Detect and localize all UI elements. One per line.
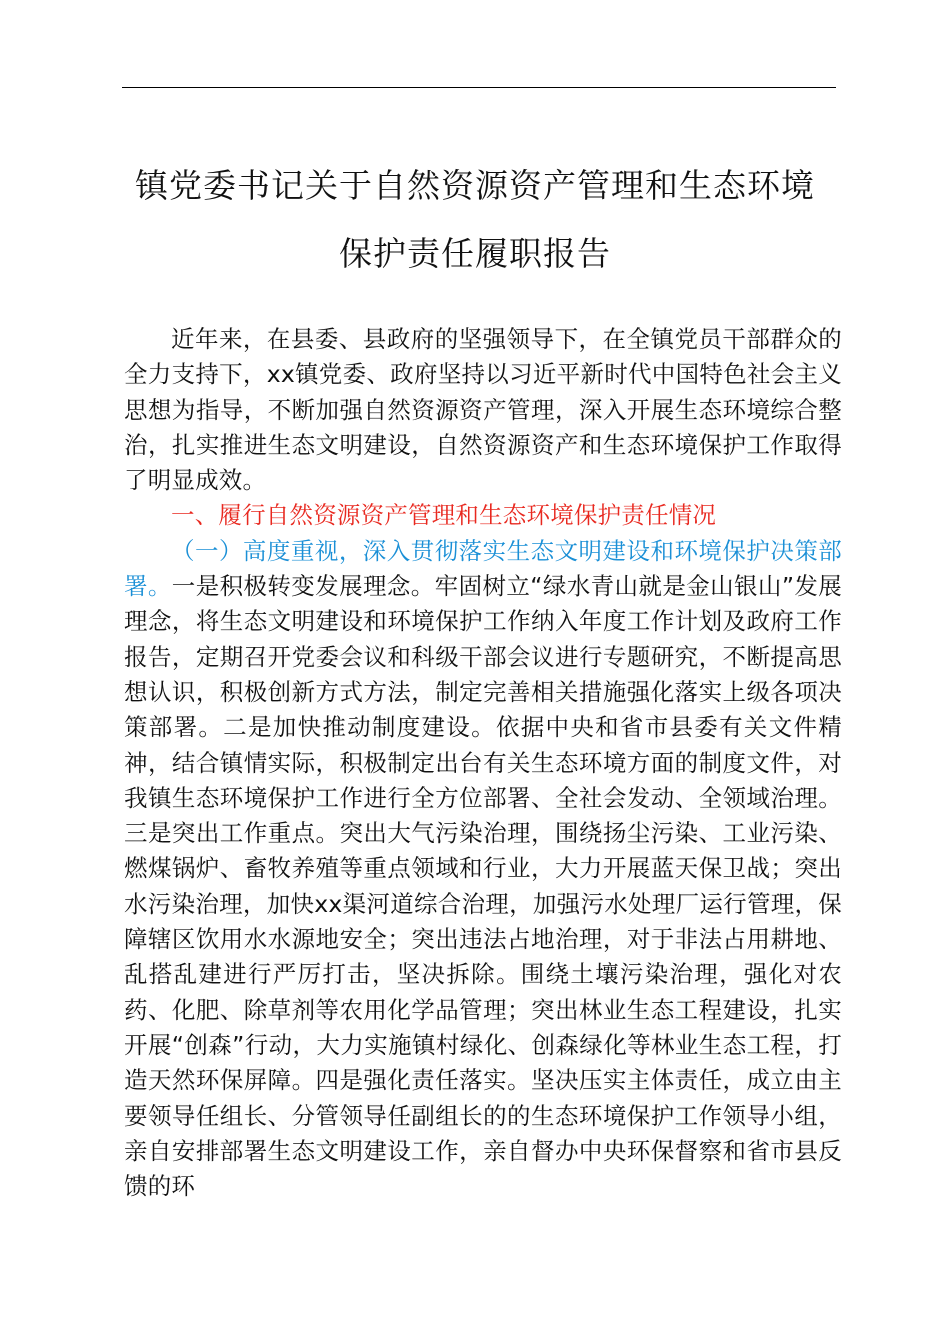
intro-paragraph: 近年来，在县委、县政府的坚强领导下，在全镇党员干部群众的全力支持下，xx镇党委、政府坚持以习近平新时代中国特色社会主义思想为指导，不断加强自然资源资产管理，深入开展生态环境综合整治，扎实推进生态文明建设，自然资源资产和生态环境保护工作取得了明显成效。: [124, 325, 842, 495]
subsection-1-paragraph: [124, 534, 842, 1205]
header-rule: [122, 87, 836, 88]
document-title-line-1: 镇党委书记关于自然资源资产管理和生态环境: [135, 166, 815, 205]
section-1-heading: 一、履行自然资源资产管理和生态环境保护责任情况: [171, 501, 717, 530]
document-title-line-2: 保护责任履职报告: [339, 234, 611, 273]
document-body: [124, 322, 842, 1204]
subsection-1-body: 一是积极转变发展理念。牢固树立“绿水青山就是金山银山”发展理念，将生态文明建设和环境保护工作纳入年度工作计划及政府工作报告，定期召开党委会议和科级干部会议进行专题研究，不断提高思想认识，积极创新方式方法，制定完善相关措施强化落实上级各项决策部署。二是加快推动制度建设。依据中央和省市县委有关文件精神，结合镇情实际，积极制定出台有关生态环境方面的制度文件，对我镇生态环境保护工作进行全方位部署、全社会发动、全领域治理。三是突出工作重点。突出大气污染治理，围绕扬尘污染、工业污染、燃煤锅炉、畜牧养殖等重点领域和行业，大力开展蓝天保卫战；突出水污染治理，加快xx渠河道综合治理，加强污水处理厂运行管理，保障辖区饮用水水源地安全；突出违法占地治理，对于非法占用耕地、乱搭乱建进行严厉打击，坚决拆除。围绕土壤污染治理，强化对农药、化肥、除草剂等农用化学品管理；突出林业生态工程建设，扎实开展“创森”行动，大力实施镇村绿化、创森绿化等林业生态工程，打造天然环保屏障。四是强化责任落实。坚决压实主体责任，成立由主要领导任组长、分管领导任副组长的的生态环境保护工作领导小组，亲自安排部署生态文明建设工作，亲自督办中央环保督察和省市县反馈的环: [124, 572, 842, 1201]
subsection-1-heading: （一）高度重视，深入贯彻落实生态文明建设和环境保护决策部署。: [124, 536, 842, 601]
